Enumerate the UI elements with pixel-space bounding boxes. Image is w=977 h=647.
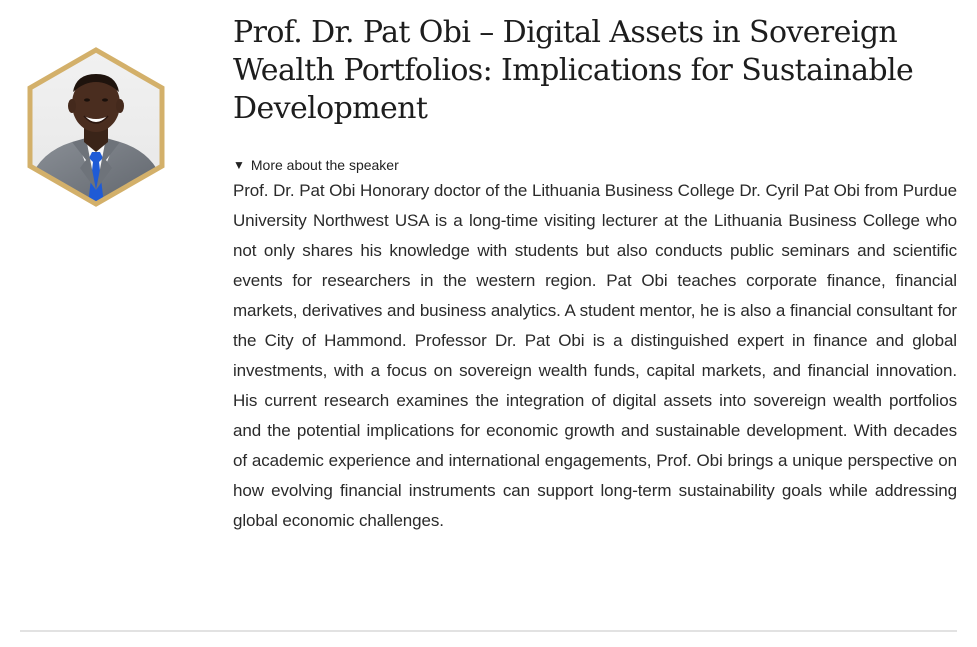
speaker-photo — [20, 40, 172, 214]
more-about-speaker-label: More about the speaker — [250, 157, 399, 173]
triangle-down-icon: ▼ — [233, 158, 245, 172]
speaker-section — [233, 14, 957, 536]
speaker-portrait-hexagon — [20, 40, 172, 214]
speaker-talk-title: Prof. Dr. Pat Obi – Digital Assets in Sovereign Wealth Portfolios: Implications for Sustainable Development — [233, 15, 914, 126]
speaker-bio: Prof. Dr. Pat Obi Honorary doctor of the Lithuania Business College Dr. Cyril Pat Obi from Purdue University Northwest USA is a long-time visiting lecturer at the Lithuania Business College who not only shares his knowledge with students but also conducts public seminars and scientific events for researchers in the western region. Pat Obi teaches corporate finance, financial markets, derivatives and business analytics. A student mentor, he is also a financial consultant for the City of Hammond. Professor Dr. Pat Obi is a distinguished expert in finance and global investments, with a focus on sovereign wealth funds, capital markets, and financial innovation. His current research examines the integration of digital assets into sovereign wealth portfolios and the potential implications for economic growth and sustainable development. With decades of academic experience and international engagements, Prof. Obi brings a unique perspective on how evolving financial instruments can support long-term sustainability goals while addressing global economic challenges. — [233, 181, 957, 530]
speaker-details — [233, 156, 957, 536]
more-about-speaker-toggle[interactable] — [233, 156, 957, 174]
section-divider — [20, 630, 957, 632]
